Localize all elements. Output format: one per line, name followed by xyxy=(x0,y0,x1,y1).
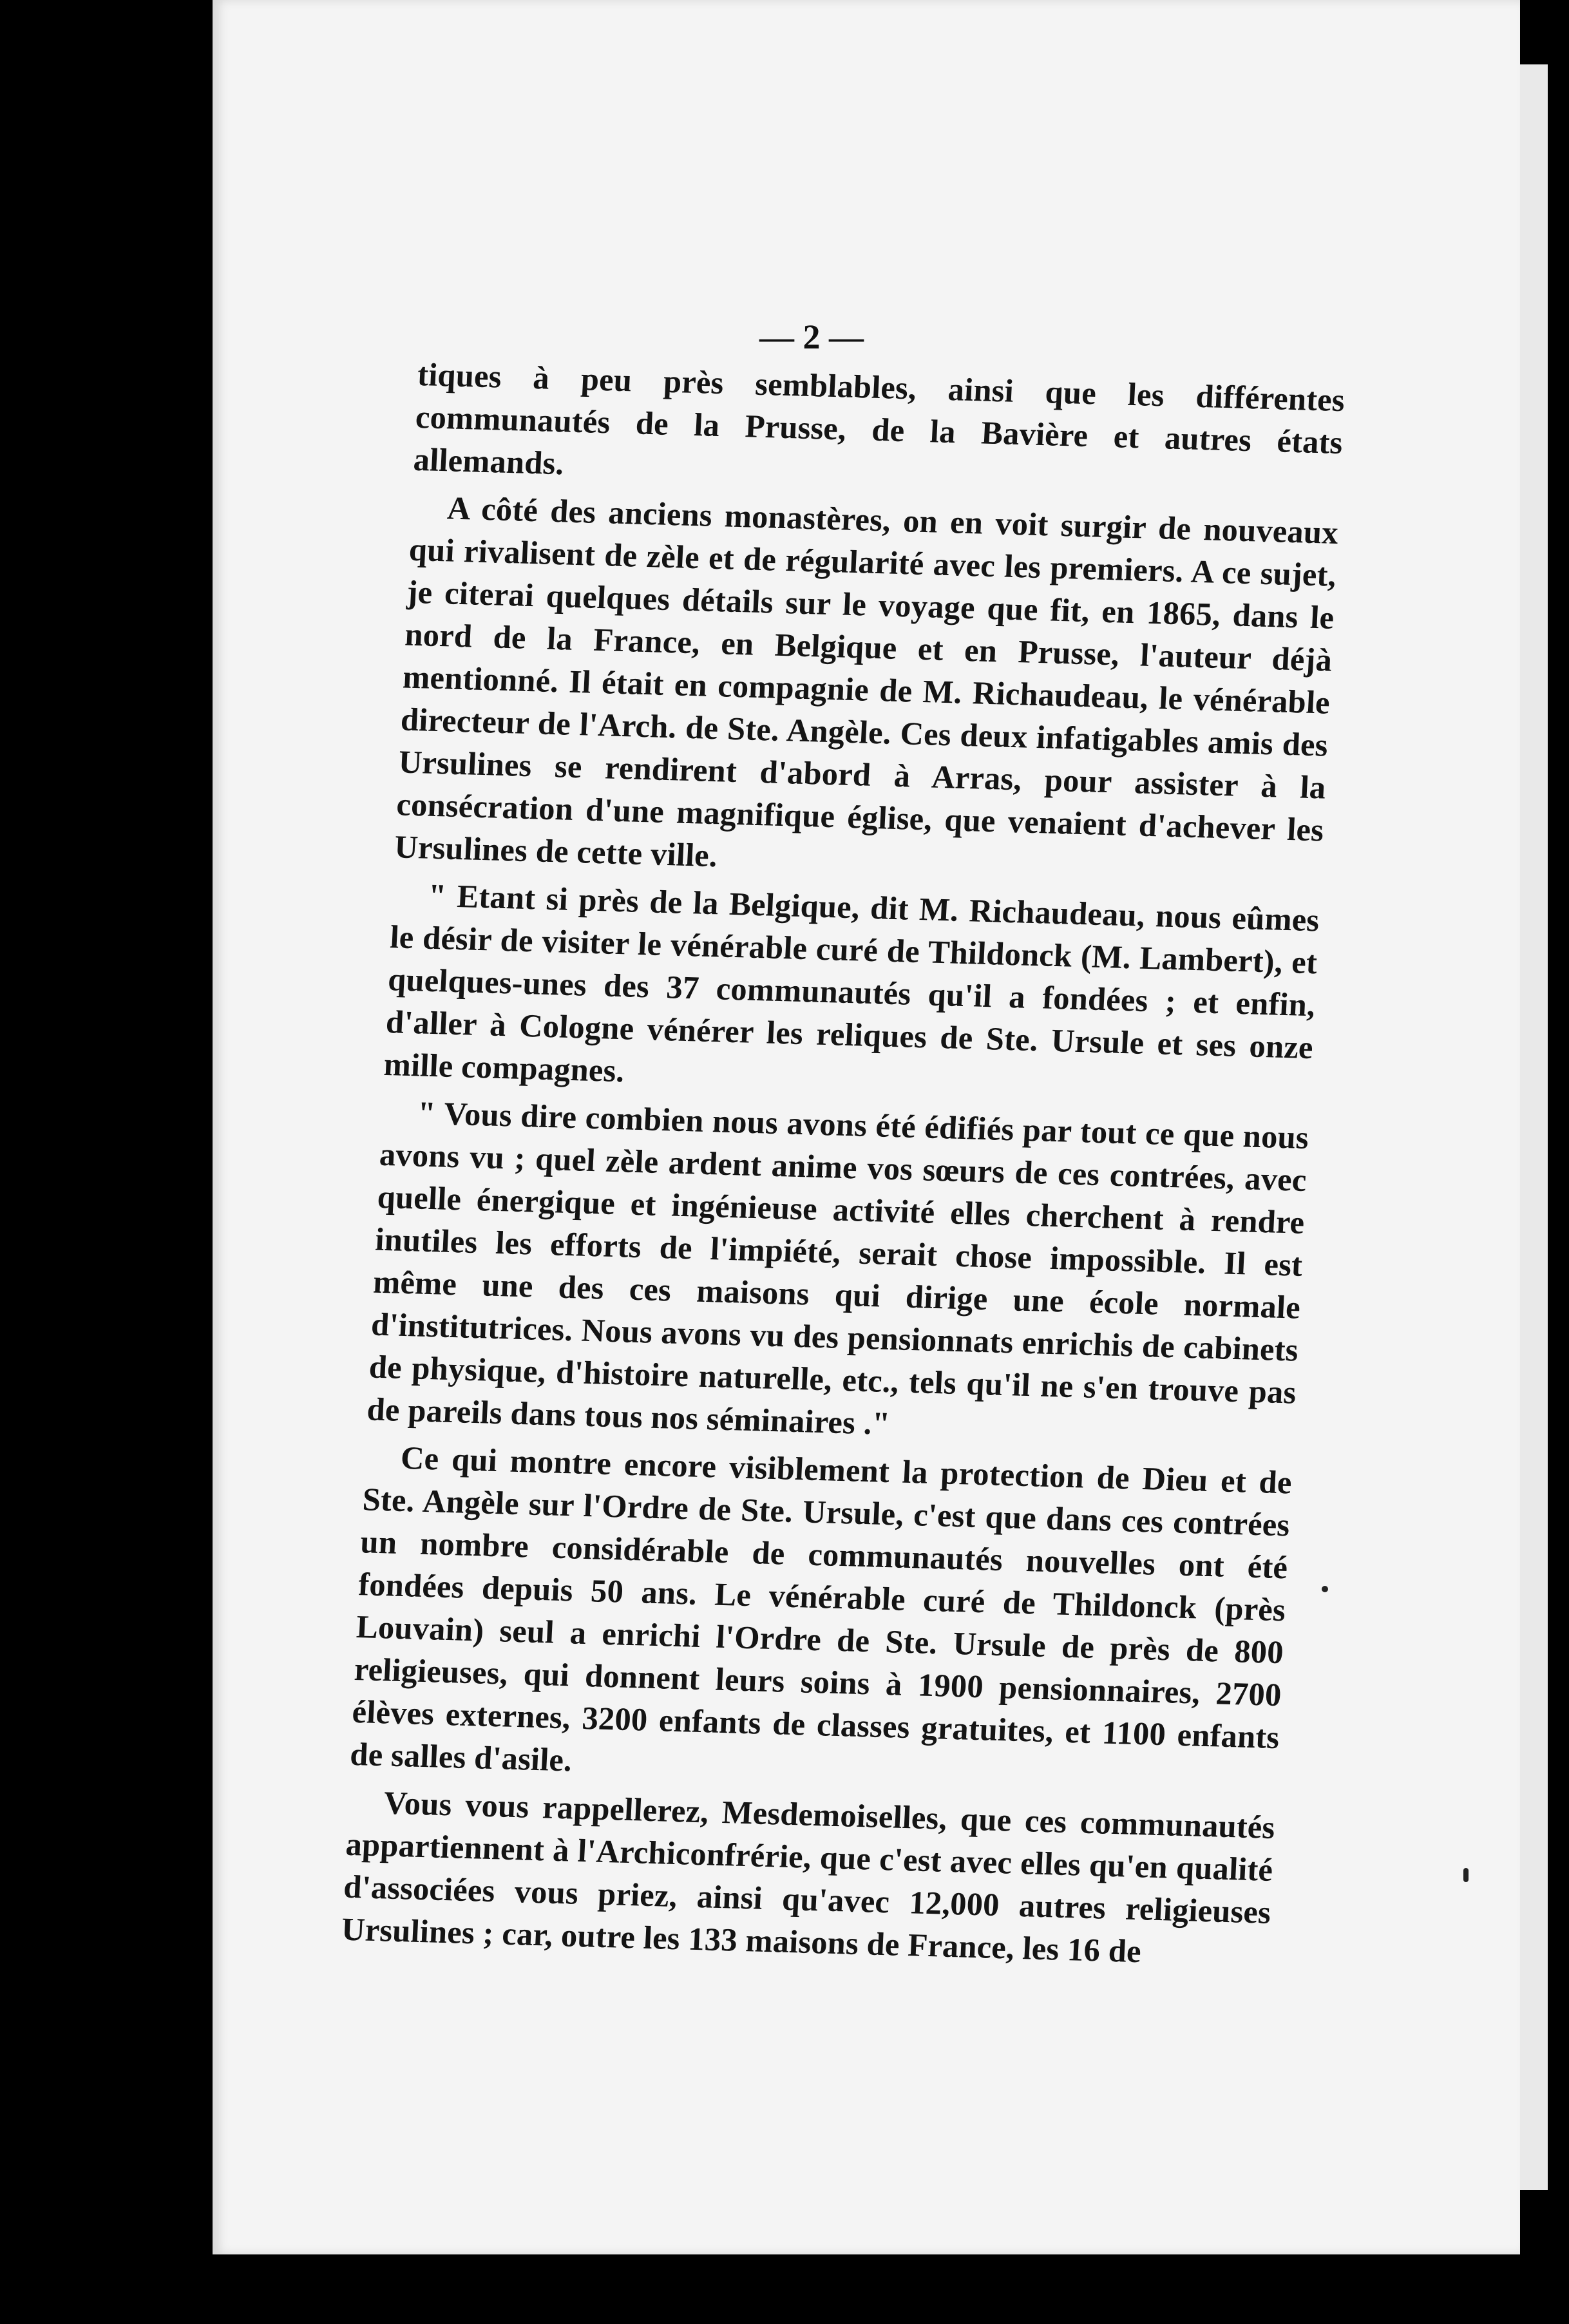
ink-speck xyxy=(1322,1586,1328,1592)
page-body xyxy=(340,353,1346,1981)
ink-speck xyxy=(1463,1868,1469,1882)
paragraph: " Vous dire combien nous avons été édifiés par tout ce que nous avons vu ; quel zèle ardent anime vos sœurs de ces contrées, avec quelle énergique et ingénieuse activité elles cherchent à rendre inutiles les efforts de l'impiété, serait chose impossible. Il est même une des ces maisons qui dirige une école normale d'institutrices. Nous avons vu des pensionnats enrichis de cabinets de physique, d'histoire naturelle, etc., tels qu'il ne s'en trouve pas de pareils dans tous nos séminaires ." xyxy=(366,1094,1310,1442)
paragraph: A côté des anciens monastères, on en voit surgir de nouveaux qui rivalisent de zèle et de régularité avec les premiers. A ce sujet, je citerai quelques détails sur le voyage que fit, en 1865, dans le nord de la France, en Belgique et en Prusse, l'auteur déjà mentionné. Il était en compagnie de M. Richaudeau, le vénérable directeur de l'Arch. de Ste. Angèle. Ces deux infatigables amis des Ursulines se rendirent d'abord à Arras, pour assister à la consécration d'une magnifique église, que venaient d'achever les Ursulines de cette ville. xyxy=(394,490,1340,874)
paragraph: Vous vous rappellerez, Mesdemoiselles, que ces communautés appartiennent à l'Archiconfrérie, que c'est avec elles qu'en qualité d'associées vous priez, ainsi qu'avec 12,000 autres religieuses Ursulines ; car, outre les 133 maisons de France, les 16 de xyxy=(340,1784,1276,1970)
page-number: — 2 — xyxy=(759,318,864,356)
paragraph: tiques à peu près semblables, ainsi que les différentes communautés de la Prusse, de la Bavière et autres états allemands. xyxy=(412,356,1346,482)
paragraph: Ce qui montre encore visiblement la protection de Dieu et de Ste. Angèle sur l'Ordre de Ste. Ursule, c'est que dans ces contrées un nombre considérable de communautés nouvelles ont été fondées depuis 50 ans. Le vénérable curé de Thildonck (près Louvain) seul a enrichi l'Ordre de Ste. Ursule de près de 800 religieuses, qui donnent leurs soins à 1900 pensionnaires, 2700 élèves externes, 3200 enfants de classes gratuites, et 1100 enfants de salles d'asile. xyxy=(349,1439,1293,1778)
paragraph: " Etant si près de la Belgique, dit M. Richaudeau, nous eûmes le désir de visiter le vénérable curé de Thildonck (M. Lambert), et quelques-unes des 37 communautés qu'il a fondées ; et enfin, d'aller à Cologne vénérer les reliques de Ste. Ursule et ses onze mille compagnes. xyxy=(383,877,1320,1089)
